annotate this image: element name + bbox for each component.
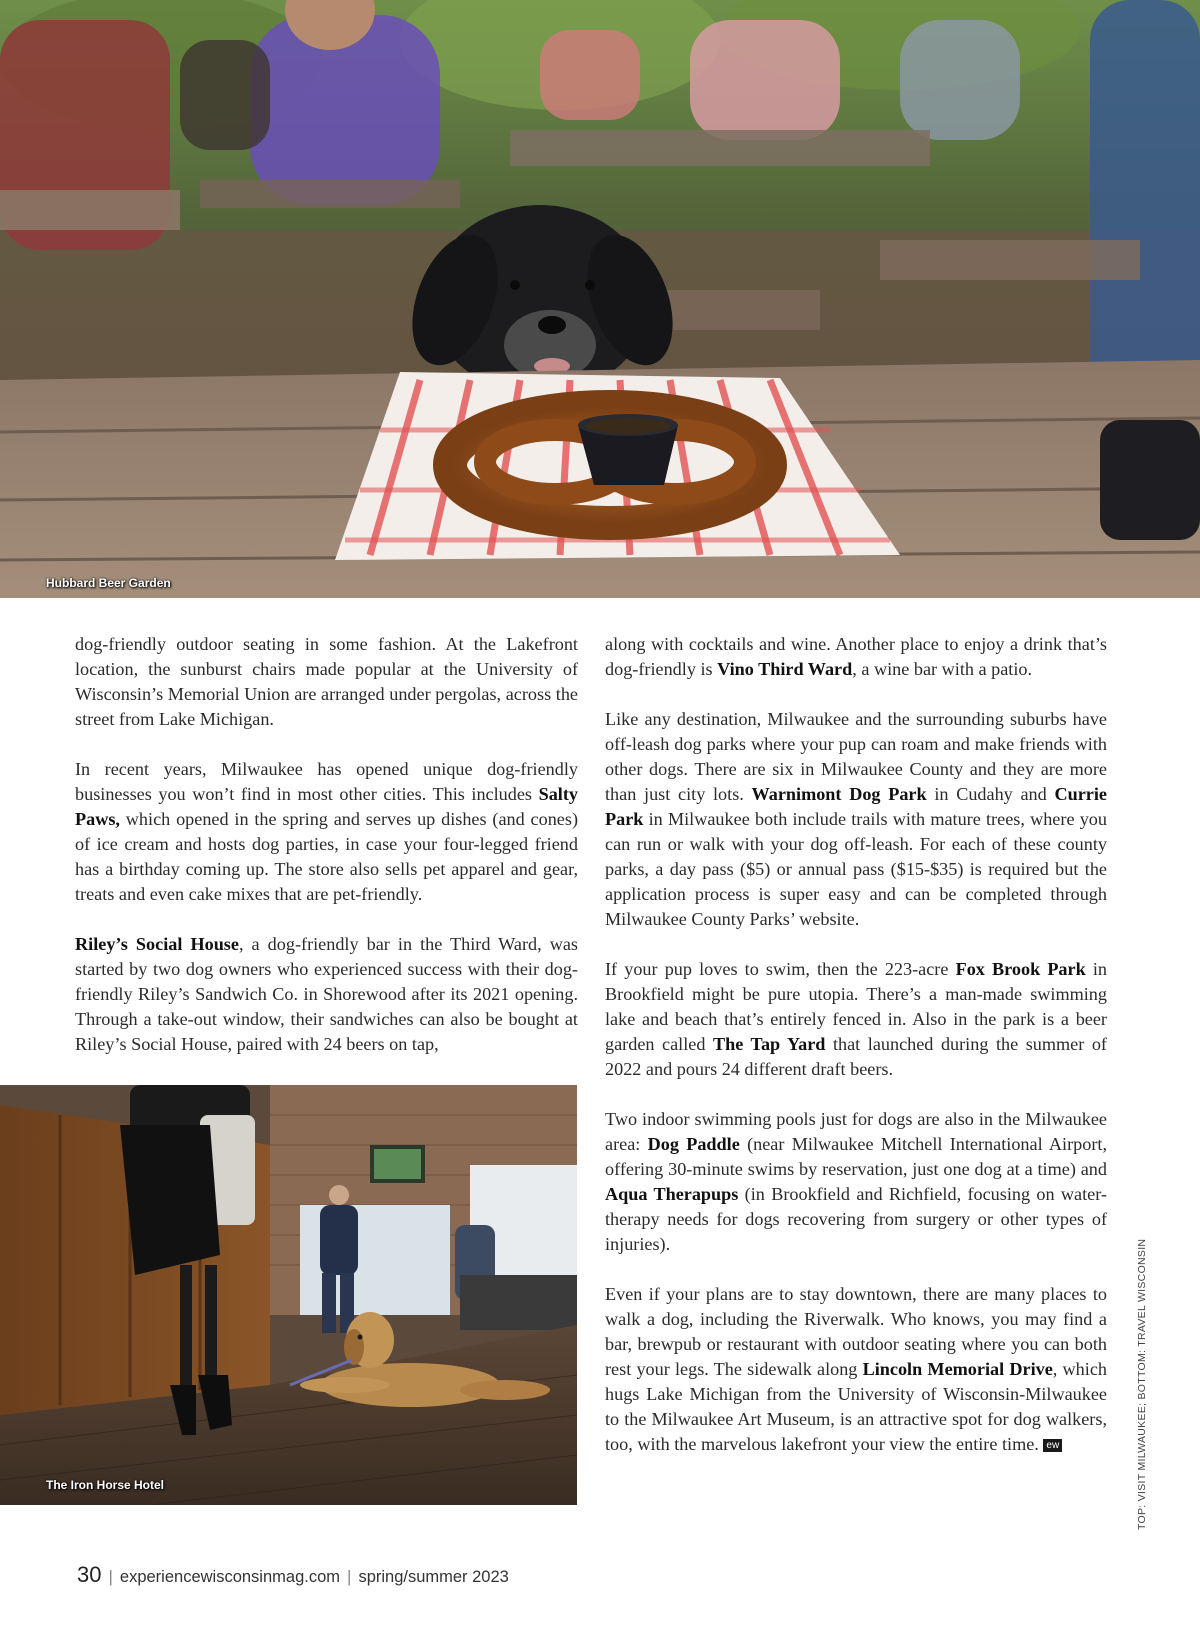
right-paragraph-3: If your pup loves to swim, then the 223-acre Fox Brook Park in Brookfield might be pure utopia. There’s a man-made swimming lake and beach that’s entirely fenced in. Also in the park is a beer garden called The Tap Yard that launched during the summer of 2022 and pours 24 different draft beers. [605,959,1107,1079]
the-tap-yard-name: The Tap Yard [712,1034,826,1054]
beer-garden-dog-pretzel-image [0,0,1200,598]
rileys-social-house-name: Riley’s Social House [75,934,239,954]
aqua-therapups-name: Aqua Therapups [605,1184,739,1204]
currie-park-name: Currie Park [605,784,1107,829]
top-photo [0,0,1200,598]
right-paragraph-5: Even if your plans are to stay downtown, there are many places to walk a dog, including the Riverwalk. Who knows, you may find a bar, brewpub or restaurant with outdoor seating where you can both rest your legs. The sidewalk along Lincoln Memorial Drive, which hugs Lake Michigan from the University of Wisconsin-Milwaukee to the Milwaukee Art Museum, is an attractive spot for dog walkers, too, with the marvelous lakefront your view the entire time. ew [605,1284,1107,1454]
vino-third-ward-name: Vino Third Ward [717,659,853,679]
salty-paws-name: Salty Paws, [75,784,578,829]
right-column [605,632,1107,1457]
page-footer [77,1562,509,1588]
top-photo-caption: Hubbard Beer Garden [46,576,171,590]
lincoln-memorial-drive-name: Lincoln Memorial Drive [862,1359,1053,1379]
fox-brook-park-name: Fox Brook Park [955,959,1086,979]
warnimont-dog-park-name: Warnimont Dog Park [751,784,927,804]
footer-separator: | [347,1567,352,1586]
footer-website: experiencewisconsinmag.com [119,1568,341,1586]
left-paragraph-3: Riley’s Social House, a dog-friendly bar in the Third Ward, was started by two dog owners who experienced success with their dog-friendly Riley’s Sandwich Co. in Shorewood after its 2021 opening. Through a take-out window, their sandwiches can also be bought at Riley’s Social House, paired with 24 beers on tap, [75,934,578,1054]
bottom-photo-caption: The Iron Horse Hotel [46,1478,165,1492]
page-number: 30 [77,1562,102,1587]
footer-separator: | [108,1567,113,1586]
footer-issue: spring/summer 2023 [358,1568,509,1586]
photo-credit: TOP: VISIT MILWAUKEE; BOTTOM: TRAVEL WISCONSIN [1136,1238,1148,1530]
right-paragraph-1: along with cocktails and wine. Another place to enjoy a drink that’s dog-friendly is Vino Third Ward, a wine bar with a patio. [605,634,1107,679]
end-mark-badge: ew [1043,1439,1062,1452]
iron-horse-hotel-dog-image [0,1085,577,1505]
dog-paddle-name: Dog Paddle [647,1134,740,1154]
right-paragraph-2: Like any destination, Milwaukee and the surrounding suburbs have off-leash dog parks where your pup can roam and make friends with other dogs. There are six in Milwaukee County and they are more than just city lots. Warnimont Dog Park in Cudahy and Currie Park in Milwaukee both include trails with mature trees, where you can run or walk with your dog off-leash. For each of these county parks, a day pass ($5) or annual pass ($15-$35) is required but the application process is super easy and can be completed through Milwaukee County Parks’ website. [605,709,1107,929]
right-paragraph-4: Two indoor swimming pools just for dogs are also in the Milwaukee area: Dog Paddle (near Milwaukee Mitchell International Airport, offering 30-minute swims by reservation, just one dog at a time) and Aqua Therapups (in Brookfield and Richfield, focusing on water-therapy needs for dogs recovering from surgery or other types of injuries). [605,1109,1108,1254]
bottom-photo [0,1085,577,1505]
left-paragraph-1: dog-friendly outdoor seating in some fashion. At the Lakefront location, the sunburst chairs made popular at the University of Wisconsin’s Memorial Union are arranged under pergolas, across the street from Lake Michigan. [75,634,578,729]
left-paragraph-2: In recent years, Milwaukee has opened unique dog-friendly businesses you won’t find in most other cities. This includes Salty Paws, which opened in the spring and serves up dishes (and cones) of ice cream and hosts dog parties, in case your four-legged friend has a birthday coming up. The store also sells pet apparel and gear, treats and even cake mixes that are pet-friendly. [75,759,578,904]
left-column [75,632,578,1057]
